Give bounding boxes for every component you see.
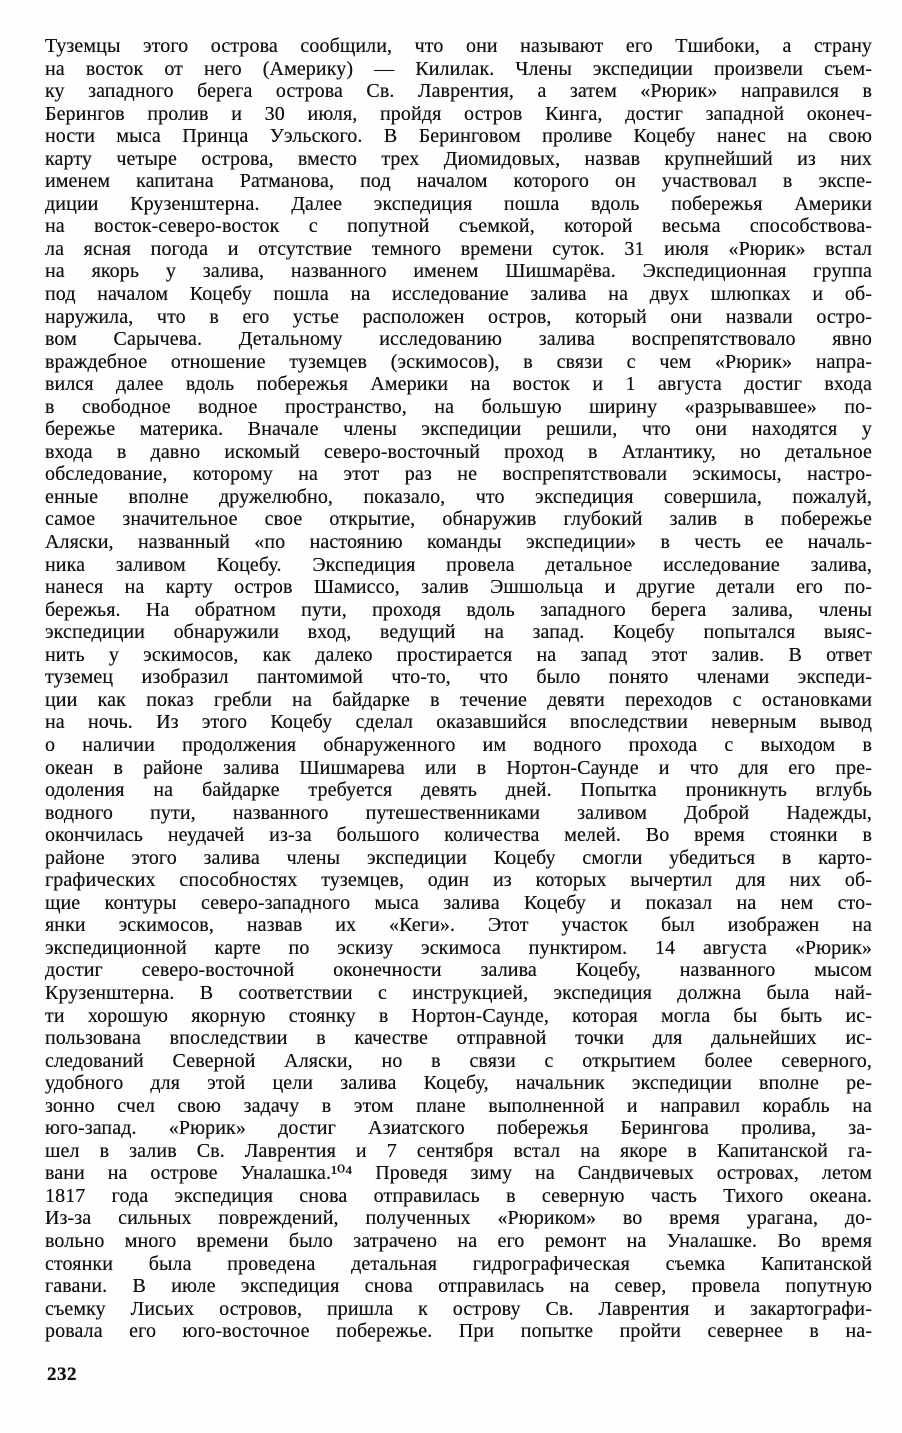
text-line: зонно счел свою задачу в этом плане выполненной и направил корабль на: [45, 1094, 872, 1117]
text-line: стоянки была проведена детальная гидрографическая съемка Капитанской: [45, 1252, 872, 1275]
text-line: враждебное отношение туземцев (эскимосов), в связи с чем «Рюрик» напра-: [45, 350, 872, 373]
text-line: Берингов пролив и 30 июля, пройдя остров Кинга, достиг западной оконеч-: [45, 102, 872, 125]
text-line: туземец изобразил пантомимой что-то, что было понято членами экспеди-: [45, 666, 872, 689]
text-line: океан в районе залива Шишмарева или в Нортон-Саунде и что для его пре-: [45, 756, 872, 779]
text-line: удобного для этой цели залива Коцебу, начальник экспедиции вполне ре-: [45, 1072, 872, 1095]
text-line: графических способностях туземцев, один из которых вычертил для них об-: [45, 869, 872, 892]
text-line: щие контуры северо-западного мыса залива Коцебу и показал на нем сто-: [45, 891, 872, 914]
text-line: наружила, что в его устье расположен остров, который они назвали остро-: [45, 305, 872, 328]
text-line: под началом Коцебу пошла на исследование залива на двух шлюпках и об-: [45, 283, 872, 306]
text-line: на ночь. Из этого Коцебу сделал оказавшийся впоследствии неверным вывод: [45, 711, 872, 734]
text-line: Крузенштерна. В соответствии с инструкцией, экспедиция должна была най-: [45, 981, 872, 1004]
text-line: ности мыса Принца Уэльского. В Беринговом проливе Коцебу нанес на свою: [45, 125, 872, 148]
text-line: вом Сарычева. Детальному исследованию залива воспрепятствовало явно: [45, 328, 872, 351]
text-line: нить у эскимосов, как далеко простирается на запад этот залив. В ответ: [45, 643, 872, 666]
text-line: гавани. В июле экспедиция снова отправилась на север, провела попутную: [45, 1275, 872, 1298]
text-line: именем капитана Ратманова, под началом которого он участвовал в экспе-: [45, 170, 872, 193]
text-line: бережье материка. Вначале члены экспедиции решили, что они находятся у: [45, 418, 872, 441]
text-line: ку западного берега острова Св. Лаврентия, а затем «Рюрик» направился в: [45, 80, 872, 103]
text-line: в свободное водное пространство, на большую ширину «разрывавшее» по-: [45, 395, 872, 418]
body-text: [45, 35, 872, 1343]
text-line: шел в залив Св. Лаврентия и 7 сентября встал на якоре в Капитанской га-: [45, 1139, 872, 1162]
text-line: 1817 года экспедиция снова отправилась в северную часть Тихого океана.: [45, 1184, 872, 1207]
text-line: обследование, которому на этот раз не воспрепятствовали эскимосы, настро-: [45, 463, 872, 486]
text-line: ти хорошую якорную стоянку в Нортон-Саунде, которая могла бы быть ис-: [45, 1004, 872, 1027]
text-line: одоления на байдарке требуется девять дней. Попытка проникнуть вглубь: [45, 779, 872, 802]
text-line: Из-за сильных повреждений, полученных «Рюриком» во время урагана, до-: [45, 1207, 872, 1230]
text-line: енные вполне дружелюбно, показало, что экспедиция совершила, пожалуй,: [45, 485, 872, 508]
text-line: вился далее вдоль побережья Америки на восток и 1 августа достиг входа: [45, 373, 872, 396]
text-line: Аляски, названный «по настоянию команды экспедиции» в честь ее началь-: [45, 531, 872, 554]
text-line: вани на острове Уналашка.¹⁰⁴ Проведя зиму на Сандвичевых островах, летом: [45, 1162, 872, 1185]
text-line: окончилась неудачей из-за большого количества мелей. Во время стоянки в: [45, 824, 872, 847]
text-line: водного пути, названного путешественниками заливом Доброй Надежды,: [45, 801, 872, 824]
text-line: вольно много времени было затрачено на его ремонт на Уналашке. Во время: [45, 1229, 872, 1252]
page-number: 232: [47, 1364, 77, 1385]
text-line: экспедиционной карте по эскизу эскимоса пунктиром. 14 августа «Рюрик»: [45, 936, 872, 959]
text-line: достиг северо-восточной оконечности залива Коцебу, названного мысом: [45, 959, 872, 982]
text-line: Туземцы этого острова сообщили, что они называют его Тшибоки, а страну: [45, 35, 872, 57]
text-line: на восток от него (Америку) — Килилак. Члены экспедиции произвели съем-: [45, 57, 872, 80]
text-line: юго-запад. «Рюрик» достиг Азиатского побережья Берингова пролива, за-: [45, 1117, 872, 1140]
text-line: съемку Лисьих островов, пришла к острову Св. Лаврентия и закартографи-: [45, 1297, 872, 1320]
text-line: о наличии продолжения обнаруженного им водного прохода с выходом в: [45, 733, 872, 756]
text-line: диции Крузенштерна. Далее экспедиция пошла вдоль побережья Америки: [45, 192, 872, 215]
text-line: ника заливом Коцебу. Экспедиция провела детальное исследование залива,: [45, 553, 872, 576]
text-line: пользована впоследствии в качестве отправной точки для дальнейших ис-: [45, 1027, 872, 1050]
text-line: районе этого залива члены экспедиции Коцебу смогли убедиться в карто-: [45, 846, 872, 869]
text-line: карту четыре острова, вместо трех Диомидовых, назвав крупнейший из них: [45, 147, 872, 170]
text-line: нанеся на карту остров Шамиссо, залив Эшшольца и другие детали его по-: [45, 576, 872, 599]
text-line: янки эскимосов, назвав их «Кеги». Этот участок был изображен на: [45, 914, 872, 937]
text-line: ровала его юго-восточное побережье. При попытке пройти севернее в на-: [45, 1320, 872, 1343]
text-line: ла ясная погода и отсутствие темного времени суток. 31 июля «Рюрик» встал: [45, 237, 872, 260]
text-line: самое значительное свое открытие, обнаружив глубокий залив в побережье: [45, 508, 872, 531]
text-line: ции как показ гребли на байдарке в течение девяти переходов с остановками: [45, 688, 872, 711]
text-line: бережья. На обратном пути, проходя вдоль западного берега залива, члены: [45, 598, 872, 621]
text-line: входа в давно искомый северо-восточный проход в Атлантику, но детальное: [45, 440, 872, 463]
text-line: следований Северной Аляски, но в связи с открытием более северного,: [45, 1049, 872, 1072]
text-line: на восток-северо-восток с попутной съемкой, которой весьма способствова-: [45, 215, 872, 238]
text-line: экспедиции обнаружили вход, ведущий на запад. Коцебу попытался выяс-: [45, 621, 872, 644]
text-line: на якорь у залива, названного именем Шишмарёва. Экспедиционная группа: [45, 260, 872, 283]
